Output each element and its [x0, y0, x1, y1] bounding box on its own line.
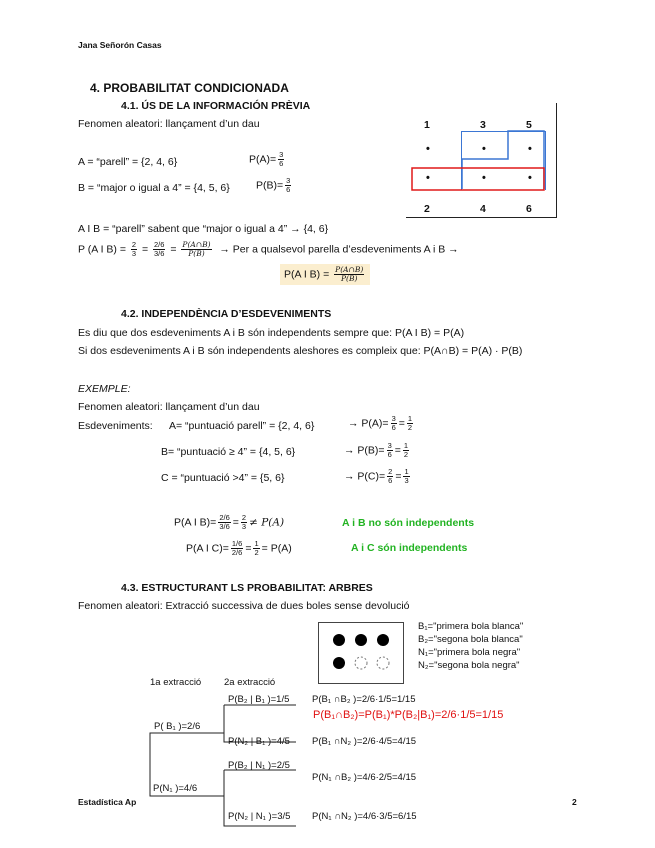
- result-n1-n2: P(N₁ ∩N₂ )=4/6·3/5=6/15: [312, 811, 417, 822]
- die-dot: •: [482, 172, 486, 184]
- conditional-definition: A I B = “parell” sabent que “major o igual a 4” → {4, 6}: [78, 223, 329, 235]
- die-face-2: 2: [424, 203, 430, 215]
- p-a-given-b: P(A I B)= $\frac{2/6}{3/6}$ = $\frac{2}{3}$ ≠ P(A): [174, 513, 285, 531]
- independence-property: Si dos esdeveniments A i B són independents aleshores es compleix que: P(A∩B) = P(A) · P(B): [78, 345, 523, 357]
- branch-b2-given-n1: P(B₂ | N₁ )=2/5: [228, 760, 290, 771]
- result-a-b: A i B no són independents: [342, 517, 475, 529]
- result-b1-n2: P(B₁ ∩N₂ )=2/6·4/5=4/15: [312, 736, 417, 747]
- conditional-formula: P (A I B) = $\frac{2}{3}$ = $\frac{2/6}{3/6}$ = $\frac{P(A\cap B)}{P(B)}$ → Per a qualsevol parella d’esdeveniments A i B →: [78, 240, 459, 258]
- die-dot: •: [528, 143, 532, 155]
- legend-b2: B₂="segona bola blanca": [418, 634, 523, 645]
- tree-experiment: Fenomen aleatori: Extracció successiva de dues boles sense devolució: [78, 600, 410, 612]
- page-number: 2: [572, 797, 577, 807]
- section-4-1-title: 4.1. ÚS DE LA INFORMACIÓN PRÈVIA: [121, 100, 311, 112]
- result-a-c: A i C són independents: [351, 542, 468, 554]
- event-b-def: B= “puntuació ≥ 4” = {4, 5, 6}: [161, 446, 296, 458]
- event-c-def: C = “puntuació >4” = {5, 6}: [161, 472, 285, 484]
- column-first-draw: 1a extracció: [150, 677, 202, 688]
- legend-b1: B₁="primera bola blanca": [418, 621, 524, 632]
- column-second-draw: 2a extracció: [224, 677, 276, 688]
- events-label: Esdeveniments:: [78, 420, 153, 432]
- die-face-4: 4: [480, 203, 486, 215]
- branch-n2-given-n1: P(N₂ | N₁ )=3/5: [228, 811, 291, 822]
- prob-b: P(B)= $\frac{3}{6}$: [256, 176, 291, 194]
- legend-n2: N₂="segona bola negra": [418, 660, 520, 671]
- result-n1-b2: P(N₁ ∩B₂ )=4/6·2/5=4/15: [312, 772, 417, 783]
- die-dot: •: [482, 143, 486, 155]
- die-dot: •: [426, 172, 430, 184]
- event-a-definition: A = “parell” = {2, 4, 6}: [78, 156, 178, 168]
- event-a-prob: → P(A)= $\frac{3}{6}$ = $\frac{1}{2}$: [348, 414, 413, 432]
- p-a-given-c: P(A I C)= $\frac{1/6}{2/6}$ = $\frac{1}{2}$ = P(A): [186, 539, 292, 557]
- independence-definition: Es diu que dos esdeveniments A i B són independents sempre que: P(A I B) = P(A): [78, 327, 465, 339]
- section-4-title: 4. PROBABILITAT CONDICIONADA: [90, 81, 289, 95]
- experiment-line: Fenomen aleatori: llançament d’un dau: [78, 118, 260, 130]
- example-experiment: Fenomen aleatori: llançament d’un dau: [78, 401, 260, 413]
- section-4-2-title: 4.2. INDEPENDÈNCIA D’ESDEVENIMENTS: [121, 308, 332, 320]
- event-c-prob: → P(C)= $\frac{2}{6}$ = $\frac{1}{3}$: [344, 467, 409, 485]
- die-face-1: 1: [424, 119, 430, 131]
- die-face-5: 5: [526, 119, 532, 131]
- event-b-definition: B = “major o igual a 4” = {4, 5, 6}: [78, 182, 230, 194]
- prob-a: P(A)= $\frac{3}{6}$: [249, 150, 284, 168]
- die-face-3: 3: [480, 119, 486, 131]
- branch-b2-given-b1: P(B₂ | B₁ )=1/5: [228, 694, 290, 705]
- result-b1-b2-red: P(B₁∩B₂)=P(B₁)*P(B₂|B₁)=2/6·1/5=1/15: [313, 709, 504, 721]
- die-dot: •: [528, 172, 532, 184]
- branch-n2-given-b1: P(N₂ | B₁ )=4/5: [228, 736, 290, 747]
- branch-b1: P( B₁ )=2/6: [154, 721, 201, 732]
- author-header: Jana Señorón Casas: [78, 40, 162, 50]
- result-b1-b2: P(B₁ ∩B₂ )=2/6·1/5=1/15: [312, 694, 416, 705]
- conditional-formula-box: P(A I B) = $\frac{P(A\cap B)}{P(B)}$: [280, 264, 370, 285]
- section-4-3-title: 4.3. ESTRUCTURANT LS PROBABILITAT: ARBRES: [121, 582, 373, 594]
- event-b-prob: → P(B)= $\frac{3}{6}$ = $\frac{1}{2}$: [344, 441, 409, 459]
- event-a-def: A= “puntuació parell” = {2, 4, 6}: [169, 420, 315, 432]
- legend-n1: N₁="primera bola negra": [418, 647, 521, 658]
- die-face-6: 6: [526, 203, 532, 215]
- die-dot: •: [426, 143, 430, 155]
- footer-left: Estadística Ap: [78, 797, 137, 807]
- example-label: EXEMPLE:: [78, 383, 131, 395]
- branch-n1: P(N₁ )=4/6: [153, 783, 198, 794]
